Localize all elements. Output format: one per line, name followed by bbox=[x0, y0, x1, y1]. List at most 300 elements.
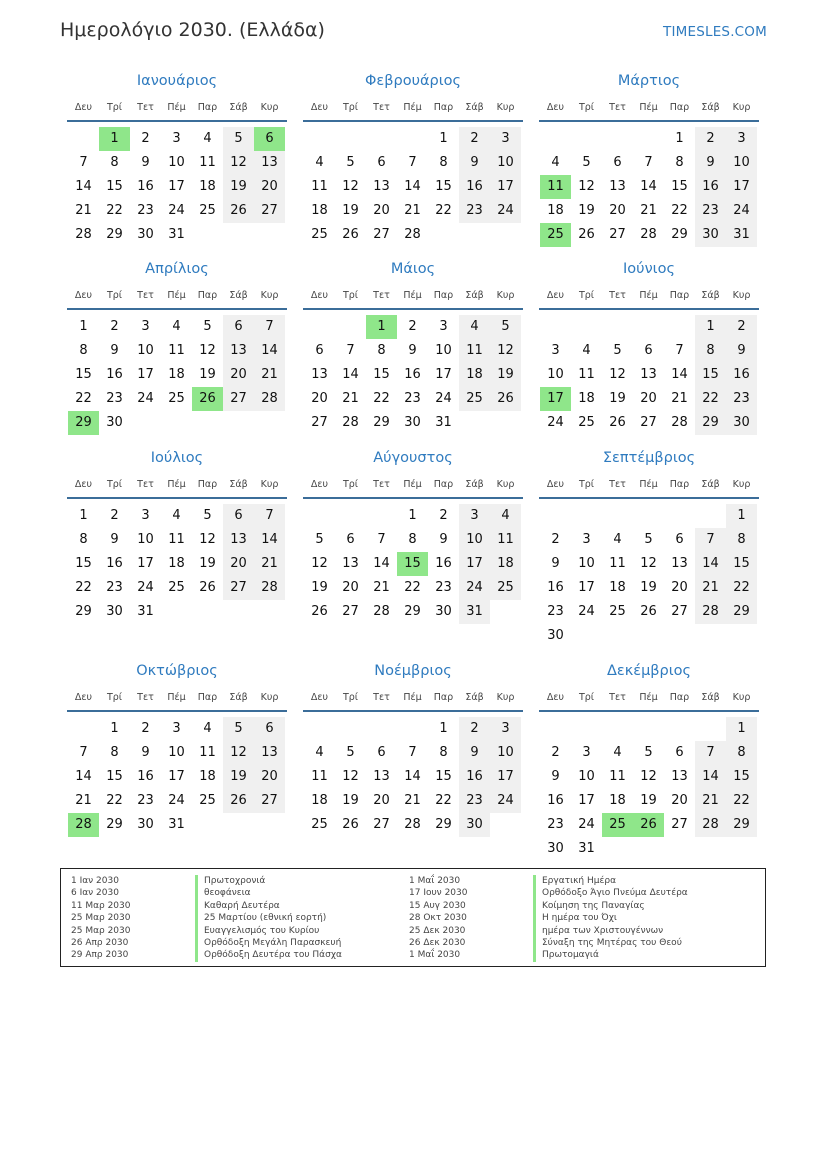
weekday-label: Δευ bbox=[74, 692, 93, 703]
day-cell: 25 bbox=[168, 391, 185, 406]
weekday-label: Κυρ bbox=[260, 102, 279, 113]
day-cell: 22 bbox=[726, 576, 757, 600]
weekday-label: Δευ bbox=[310, 102, 329, 113]
weekday-label: Παρ bbox=[197, 102, 218, 113]
day-cell: 14 bbox=[254, 528, 285, 552]
day-cell: 15 bbox=[695, 363, 726, 387]
day-cell: 3 bbox=[459, 504, 490, 528]
day-cell: 12 bbox=[311, 556, 328, 571]
day-cell: 7 bbox=[79, 155, 88, 170]
day-cell: 14 bbox=[695, 765, 726, 789]
day-cell: 19 bbox=[342, 793, 359, 808]
day-cell: 4 bbox=[203, 721, 212, 736]
holiday-day-cell: 26 bbox=[633, 813, 664, 837]
month-name: Οκτώβριος bbox=[136, 663, 218, 679]
day-cell: 9 bbox=[141, 155, 150, 170]
day-cell: 30 bbox=[137, 817, 154, 832]
day-cell: 8 bbox=[439, 745, 448, 760]
holiday-date: 25 Μαρ 2030 bbox=[71, 913, 131, 924]
day-cell: 29 bbox=[75, 604, 92, 619]
day-cell: 18 bbox=[490, 552, 521, 576]
day-cell: 7 bbox=[408, 155, 417, 170]
day-cell: 25 bbox=[311, 817, 328, 832]
holiday-day-cell: 6 bbox=[254, 127, 285, 151]
holiday-day-cell: 1 bbox=[366, 315, 397, 339]
day-cell: 3 bbox=[582, 745, 591, 760]
day-cell: 2 bbox=[439, 508, 448, 523]
day-cell: 27 bbox=[254, 789, 285, 813]
header-rule bbox=[303, 120, 523, 122]
day-cell: 19 bbox=[578, 203, 595, 218]
day-cell: 16 bbox=[137, 179, 154, 194]
day-cell: 10 bbox=[435, 343, 452, 358]
header-rule bbox=[539, 308, 759, 310]
day-cell: 24 bbox=[137, 391, 154, 406]
day-cell: 28 bbox=[75, 227, 92, 242]
day-cell: 31 bbox=[726, 223, 757, 247]
weekday-label: Σάβ bbox=[229, 479, 248, 490]
day-cell: 13 bbox=[254, 151, 285, 175]
day-cell: 2 bbox=[551, 532, 560, 547]
day-cell: 27 bbox=[373, 227, 390, 242]
day-cell: 10 bbox=[726, 151, 757, 175]
day-cell: 26 bbox=[199, 580, 216, 595]
weekday-header bbox=[539, 290, 759, 304]
day-cell: 23 bbox=[547, 817, 564, 832]
holiday-day-cell: 29 bbox=[68, 411, 99, 435]
day-cell: 6 bbox=[675, 532, 684, 547]
day-cell: 22 bbox=[435, 793, 452, 808]
day-cell: 4 bbox=[459, 315, 490, 339]
weekday-label: Τετ bbox=[373, 692, 390, 703]
holiday-day-cell: 26 bbox=[192, 387, 223, 411]
day-cell: 10 bbox=[578, 556, 595, 571]
day-cell: 4 bbox=[582, 343, 591, 358]
day-cell: 22 bbox=[404, 580, 421, 595]
day-cell: 18 bbox=[168, 556, 185, 571]
day-cell: 19 bbox=[490, 363, 521, 387]
day-cell: 2 bbox=[459, 127, 490, 151]
day-cell: 25 bbox=[609, 604, 626, 619]
holiday-name: Σύναξη της Μητέρας του Θεού bbox=[533, 937, 688, 949]
weekday-label: Δευ bbox=[74, 290, 93, 301]
day-cell: 3 bbox=[141, 508, 150, 523]
header-rule bbox=[67, 308, 287, 310]
day-cell: 3 bbox=[582, 532, 591, 547]
day-cell: 9 bbox=[408, 343, 417, 358]
day-cell: 19 bbox=[640, 580, 657, 595]
day-cell: 25 bbox=[311, 227, 328, 242]
day-cell: 23 bbox=[695, 199, 726, 223]
day-cell: 12 bbox=[342, 179, 359, 194]
day-cell: 16 bbox=[404, 367, 421, 382]
day-cell: 11 bbox=[311, 769, 328, 784]
weekday-label: Σάβ bbox=[701, 479, 720, 490]
day-cell: 18 bbox=[199, 769, 216, 784]
day-cell: 7 bbox=[79, 745, 88, 760]
holiday-day-cell: 15 bbox=[397, 552, 428, 576]
day-cell: 17 bbox=[490, 175, 521, 199]
day-cell: 14 bbox=[671, 367, 688, 382]
day-cell: 21 bbox=[695, 576, 726, 600]
day-cell: 29 bbox=[435, 817, 452, 832]
weekday-label: Κυρ bbox=[496, 102, 515, 113]
weekday-label: Κυρ bbox=[732, 102, 751, 113]
day-cell: 14 bbox=[404, 179, 421, 194]
day-cell: 18 bbox=[311, 203, 328, 218]
day-cell: 4 bbox=[551, 155, 560, 170]
weekday-label: Τρί bbox=[578, 692, 595, 703]
weekday-label: Παρ bbox=[197, 692, 218, 703]
day-cell: 7 bbox=[377, 532, 386, 547]
day-cell: 1 bbox=[726, 717, 757, 741]
day-cell: 2 bbox=[408, 319, 417, 334]
day-cell: 12 bbox=[199, 343, 216, 358]
weekday-label: Κυρ bbox=[496, 692, 515, 703]
day-cell: 24 bbox=[435, 391, 452, 406]
day-cell: 22 bbox=[75, 391, 92, 406]
weekday-header bbox=[303, 479, 523, 493]
holiday-date: 26 Δεκ 2030 bbox=[409, 937, 466, 948]
weekday-header bbox=[67, 290, 287, 304]
day-cell: 7 bbox=[254, 315, 285, 339]
brand-link[interactable]: TIMESLES.COM bbox=[663, 24, 767, 40]
day-cell: 16 bbox=[459, 175, 490, 199]
day-cell: 9 bbox=[695, 151, 726, 175]
day-cell: 16 bbox=[106, 556, 123, 571]
weekday-label: Κυρ bbox=[260, 290, 279, 301]
day-cell: 18 bbox=[168, 367, 185, 382]
day-cell: 19 bbox=[199, 367, 216, 382]
day-cell: 15 bbox=[75, 556, 92, 571]
day-cell: 14 bbox=[75, 769, 92, 784]
day-cell: 12 bbox=[490, 339, 521, 363]
day-cell: 21 bbox=[404, 793, 421, 808]
day-cell: 20 bbox=[609, 203, 626, 218]
weekday-label: Κυρ bbox=[496, 479, 515, 490]
day-cell: 27 bbox=[671, 604, 688, 619]
weekday-label: Δευ bbox=[546, 102, 565, 113]
weekday-label: Πέμ bbox=[403, 692, 422, 703]
day-cell: 23 bbox=[106, 580, 123, 595]
weekday-label: Τρί bbox=[106, 290, 123, 301]
header-rule bbox=[67, 120, 287, 122]
month-name: Ιούνιος bbox=[623, 261, 675, 277]
holiday-name: Ευαγγελισμός του Κυρίου bbox=[195, 925, 342, 937]
header-rule bbox=[303, 308, 523, 310]
day-cell: 16 bbox=[106, 367, 123, 382]
weekday-label: Τετ bbox=[137, 290, 154, 301]
holiday-date: 25 Μαρ 2030 bbox=[71, 925, 131, 936]
weekday-label: Παρ bbox=[669, 479, 690, 490]
day-cell: 10 bbox=[459, 528, 490, 552]
day-cell: 12 bbox=[342, 769, 359, 784]
day-cell: 11 bbox=[459, 339, 490, 363]
day-cell: 27 bbox=[671, 817, 688, 832]
day-cell: 26 bbox=[490, 387, 521, 411]
day-cell: 31 bbox=[168, 817, 185, 832]
day-cell: 14 bbox=[640, 179, 657, 194]
day-cell: 6 bbox=[377, 745, 386, 760]
day-cell: 8 bbox=[408, 532, 417, 547]
day-cell: 29 bbox=[373, 415, 390, 430]
day-cell: 23 bbox=[404, 391, 421, 406]
day-cell: 29 bbox=[106, 227, 123, 242]
day-cell: 11 bbox=[168, 532, 185, 547]
day-cell: 21 bbox=[640, 203, 657, 218]
day-cell: 8 bbox=[695, 339, 726, 363]
day-cell: 1 bbox=[695, 315, 726, 339]
day-cell: 24 bbox=[578, 604, 595, 619]
day-cell: 30 bbox=[404, 415, 421, 430]
day-cell: 8 bbox=[726, 528, 757, 552]
day-cell: 24 bbox=[578, 817, 595, 832]
day-cell: 14 bbox=[404, 769, 421, 784]
day-cell: 5 bbox=[203, 319, 212, 334]
day-cell: 20 bbox=[373, 203, 390, 218]
day-cell: 6 bbox=[613, 155, 622, 170]
day-cell: 2 bbox=[141, 131, 150, 146]
day-cell: 3 bbox=[490, 127, 521, 151]
weekday-label: Τρί bbox=[342, 479, 359, 490]
month-name: Μάρτιος bbox=[617, 73, 681, 89]
day-cell: 13 bbox=[373, 179, 390, 194]
day-cell: 4 bbox=[613, 745, 622, 760]
day-cell: 19 bbox=[223, 175, 254, 199]
day-cell: 13 bbox=[342, 556, 359, 571]
weekday-header bbox=[67, 692, 287, 706]
day-cell: 29 bbox=[106, 817, 123, 832]
weekday-label: Πέμ bbox=[403, 479, 422, 490]
day-cell: 6 bbox=[315, 343, 324, 358]
day-cell: 28 bbox=[640, 227, 657, 242]
day-cell: 27 bbox=[640, 415, 657, 430]
day-cell: 4 bbox=[490, 504, 521, 528]
day-cell: 21 bbox=[695, 789, 726, 813]
day-cell: 2 bbox=[726, 315, 757, 339]
holiday-date: 29 Απρ 2030 bbox=[71, 950, 129, 961]
weekday-label: Δευ bbox=[546, 479, 565, 490]
day-cell: 8 bbox=[726, 741, 757, 765]
day-cell: 2 bbox=[695, 127, 726, 151]
day-cell: 4 bbox=[613, 532, 622, 547]
day-cell: 20 bbox=[640, 391, 657, 406]
day-cell: 31 bbox=[168, 227, 185, 242]
day-cell: 21 bbox=[254, 363, 285, 387]
day-cell: 17 bbox=[726, 175, 757, 199]
weekday-label: Τρί bbox=[578, 102, 595, 113]
day-cell: 12 bbox=[223, 741, 254, 765]
day-cell: 21 bbox=[342, 391, 359, 406]
weekday-label: Δευ bbox=[546, 290, 565, 301]
weekday-label: Τετ bbox=[609, 692, 626, 703]
weekday-label: Τρί bbox=[578, 290, 595, 301]
day-cell: 8 bbox=[110, 155, 119, 170]
day-cell: 14 bbox=[695, 552, 726, 576]
weekday-label: Τετ bbox=[137, 692, 154, 703]
day-cell: 30 bbox=[106, 415, 123, 430]
day-cell: 2 bbox=[141, 721, 150, 736]
day-cell: 9 bbox=[141, 745, 150, 760]
day-cell: 23 bbox=[726, 387, 757, 411]
day-cell: 4 bbox=[315, 155, 324, 170]
weekday-label: Δευ bbox=[310, 692, 329, 703]
day-cell: 1 bbox=[439, 721, 448, 736]
day-cell: 1 bbox=[110, 721, 119, 736]
weekday-label: Παρ bbox=[197, 290, 218, 301]
day-cell: 31 bbox=[435, 415, 452, 430]
day-cell: 25 bbox=[459, 387, 490, 411]
day-cell: 1 bbox=[79, 319, 88, 334]
day-cell: 12 bbox=[640, 769, 657, 784]
header-rule bbox=[539, 710, 759, 712]
day-cell: 26 bbox=[223, 789, 254, 813]
day-cell: 19 bbox=[223, 765, 254, 789]
day-cell: 3 bbox=[141, 319, 150, 334]
day-cell: 5 bbox=[315, 532, 324, 547]
day-cell: 9 bbox=[551, 769, 560, 784]
day-cell: 19 bbox=[199, 556, 216, 571]
day-cell: 13 bbox=[373, 769, 390, 784]
day-cell: 22 bbox=[695, 387, 726, 411]
day-cell: 9 bbox=[110, 532, 119, 547]
day-cell: 17 bbox=[490, 765, 521, 789]
day-cell: 16 bbox=[459, 765, 490, 789]
holiday-day-cell: 17 bbox=[540, 387, 571, 411]
day-cell: 29 bbox=[671, 227, 688, 242]
header-rule bbox=[539, 120, 759, 122]
month-name: Δεκέμβριος bbox=[606, 663, 692, 679]
day-cell: 24 bbox=[547, 415, 564, 430]
day-cell: 9 bbox=[439, 532, 448, 547]
day-cell: 12 bbox=[578, 179, 595, 194]
weekday-label: Δευ bbox=[546, 692, 565, 703]
day-cell: 9 bbox=[459, 151, 490, 175]
weekday-label: Κυρ bbox=[260, 479, 279, 490]
weekday-label: Τετ bbox=[373, 479, 390, 490]
day-cell: 10 bbox=[168, 745, 185, 760]
day-cell: 3 bbox=[551, 343, 560, 358]
month-name: Αύγουστος bbox=[373, 450, 453, 466]
day-cell: 18 bbox=[547, 203, 564, 218]
weekday-label: Σάβ bbox=[229, 102, 248, 113]
day-cell: 15 bbox=[373, 367, 390, 382]
day-cell: 1 bbox=[726, 504, 757, 528]
weekday-label: Παρ bbox=[433, 290, 454, 301]
day-cell: 23 bbox=[547, 604, 564, 619]
weekday-label: Τρί bbox=[342, 102, 359, 113]
day-cell: 16 bbox=[137, 769, 154, 784]
weekday-label: Τετ bbox=[373, 290, 390, 301]
legend-names-right bbox=[533, 875, 688, 962]
day-cell: 25 bbox=[199, 203, 216, 218]
day-cell: 25 bbox=[168, 580, 185, 595]
day-cell: 17 bbox=[168, 769, 185, 784]
day-cell: 31 bbox=[459, 600, 490, 624]
weekday-label: Πέμ bbox=[639, 290, 658, 301]
weekday-label: Τετ bbox=[373, 102, 390, 113]
day-cell: 28 bbox=[671, 415, 688, 430]
day-cell: 20 bbox=[254, 765, 285, 789]
day-cell: 27 bbox=[223, 387, 254, 411]
day-cell: 10 bbox=[137, 532, 154, 547]
weekday-label: Πέμ bbox=[403, 290, 422, 301]
day-cell: 10 bbox=[578, 769, 595, 784]
holiday-name: Ορθόδοξο Άγιο Πνεύμα Δευτέρα bbox=[533, 887, 688, 899]
holiday-date: 6 Ιαν 2030 bbox=[71, 888, 119, 899]
day-cell: 22 bbox=[671, 203, 688, 218]
day-cell: 30 bbox=[137, 227, 154, 242]
day-cell: 29 bbox=[695, 411, 726, 435]
day-cell: 20 bbox=[254, 175, 285, 199]
day-cell: 10 bbox=[137, 343, 154, 358]
day-cell: 5 bbox=[346, 745, 355, 760]
day-cell: 17 bbox=[578, 793, 595, 808]
day-cell: 26 bbox=[342, 227, 359, 242]
day-cell: 10 bbox=[168, 155, 185, 170]
weekday-header bbox=[303, 102, 523, 116]
weekday-label: Πέμ bbox=[167, 102, 186, 113]
weekday-label: Σάβ bbox=[465, 290, 484, 301]
holiday-name: θεοφάνεια bbox=[195, 887, 342, 899]
holiday-date: 28 Οκτ 2030 bbox=[409, 913, 467, 924]
day-cell: 23 bbox=[435, 580, 452, 595]
day-cell: 1 bbox=[675, 131, 684, 146]
weekday-label: Τετ bbox=[137, 102, 154, 113]
holiday-name: Κοίμηση της Παναγίας bbox=[533, 900, 688, 912]
day-cell: 22 bbox=[435, 203, 452, 218]
holiday-name: Πρωτοχρονιά bbox=[195, 875, 342, 887]
header-rule bbox=[303, 710, 523, 712]
day-cell: 7 bbox=[408, 745, 417, 760]
day-cell: 31 bbox=[137, 604, 154, 619]
holiday-date: 15 Αυγ 2030 bbox=[409, 900, 466, 911]
day-cell: 19 bbox=[640, 793, 657, 808]
day-cell: 5 bbox=[223, 127, 254, 151]
holiday-legend bbox=[60, 868, 766, 967]
month-name: Μάιος bbox=[390, 261, 436, 277]
day-cell: 18 bbox=[609, 580, 626, 595]
month-name: Σεπτέμβριος bbox=[602, 450, 696, 466]
day-cell: 5 bbox=[223, 717, 254, 741]
month-name: Νοέμβριος bbox=[374, 663, 452, 679]
day-cell: 7 bbox=[695, 528, 726, 552]
day-cell: 8 bbox=[79, 343, 88, 358]
weekday-label: Σάβ bbox=[465, 692, 484, 703]
day-cell: 24 bbox=[459, 576, 490, 600]
weekday-label: Τρί bbox=[342, 692, 359, 703]
day-cell: 9 bbox=[726, 339, 757, 363]
holiday-day-cell: 28 bbox=[68, 813, 99, 837]
day-cell: 22 bbox=[373, 391, 390, 406]
weekday-label: Πέμ bbox=[639, 692, 658, 703]
header-rule bbox=[303, 497, 523, 499]
holiday-name: Ορθόδοξη Μεγάλη Παρασκευή bbox=[195, 937, 342, 949]
weekday-label: Δευ bbox=[310, 479, 329, 490]
day-cell: 17 bbox=[137, 367, 154, 382]
weekday-label: Τετ bbox=[609, 102, 626, 113]
day-cell: 30 bbox=[106, 604, 123, 619]
day-cell: 20 bbox=[223, 363, 254, 387]
weekday-header bbox=[303, 290, 523, 304]
day-cell: 7 bbox=[695, 741, 726, 765]
day-cell: 30 bbox=[547, 628, 564, 643]
header-rule bbox=[67, 497, 287, 499]
day-cell: 10 bbox=[547, 367, 564, 382]
legend-dates-left bbox=[71, 875, 131, 962]
day-cell: 15 bbox=[671, 179, 688, 194]
weekday-header bbox=[539, 692, 759, 706]
